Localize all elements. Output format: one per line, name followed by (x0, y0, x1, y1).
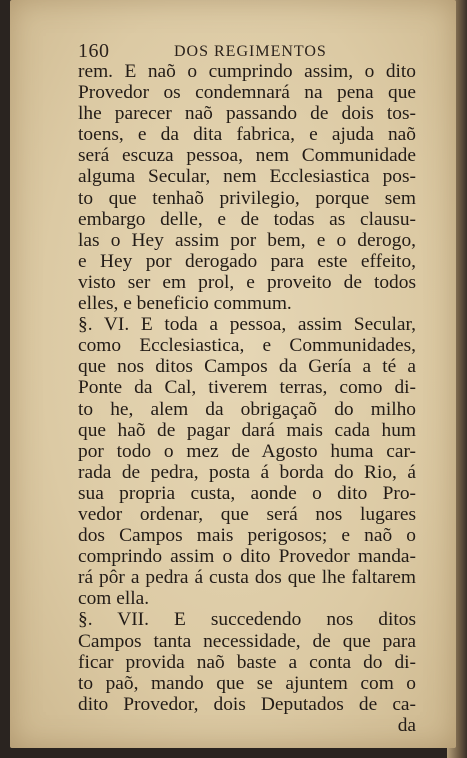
text-line: visto ser em prol, e proveito de todos (78, 271, 416, 293)
text-line: §. VI. E toda a pessoa, assim Secular, (78, 314, 416, 336)
text-line: por todo o mez de Agosto huma car- (78, 440, 416, 462)
text-line: alguma Secular, nem Ecclesiastica pos- (78, 166, 416, 188)
text-line: elles, e beneficio commum. (78, 293, 292, 315)
text-line: las o Hey assim por bem, e o derogo, (78, 229, 416, 251)
page-number: 160 (78, 40, 110, 62)
text-line: to que tenhaõ privilegio, porque sem (78, 187, 416, 209)
text-line: rá pôr a pedra á custa dos que lhe faltarem (78, 567, 416, 589)
text-line: da (397, 714, 416, 736)
text-line: que nos ditos Campos da Gería a té a (78, 356, 416, 378)
text-line: ficar provida naõ baste a conta do di- (78, 651, 416, 673)
text-line: rem. E naõ o cumprindo assim, o dito (78, 61, 416, 82)
text-line: com ella. (78, 588, 150, 610)
text-line: to paõ, mando que se ajuntem com o (78, 672, 416, 694)
text-line: toens, e da dita fabrica, e ajuda naõ (78, 124, 416, 146)
text-line: será escuza pessoa, nem Communidade (78, 145, 416, 167)
text-line: dos Campos mais perigosos; e naõ o (78, 525, 416, 547)
text-line: como Ecclesiastica, e Communidades, (78, 335, 416, 357)
text-line: §. VII. E succedendo nos ditos (78, 609, 416, 631)
text-line: rada de pedra, posta á borda do Rio, á (78, 461, 416, 483)
text-line: comprindo assim o dito Provedor manda- (78, 546, 416, 568)
body-text (78, 61, 416, 736)
text-line: sua propria custa, aonde o dito Pro- (78, 482, 416, 504)
text-line: Campos tanta necessidade, de que para (78, 630, 416, 652)
text-line: to he, alem da obrigaçaõ do milho (78, 398, 416, 420)
text-line: dito Provedor, dois Deputados de ca- (78, 693, 416, 715)
text-line: Ponte da Cal, tiverem terras, como di- (78, 377, 416, 399)
text-line: que haõ de pagar dará mais cada hum (78, 419, 416, 441)
text-line: Provedor os condemnará na pena que (78, 82, 416, 104)
text-line: vedor ordenar, que será nos lugares (78, 503, 416, 525)
running-head: DOS REGIMENTOS (174, 43, 327, 60)
text-line: e Hey por derogado para este effeito, (78, 250, 416, 272)
text-line: lhe parecer naõ passando de dois tos- (78, 103, 416, 125)
text-line: embargo delle, e de todas as clausu- (78, 208, 416, 230)
